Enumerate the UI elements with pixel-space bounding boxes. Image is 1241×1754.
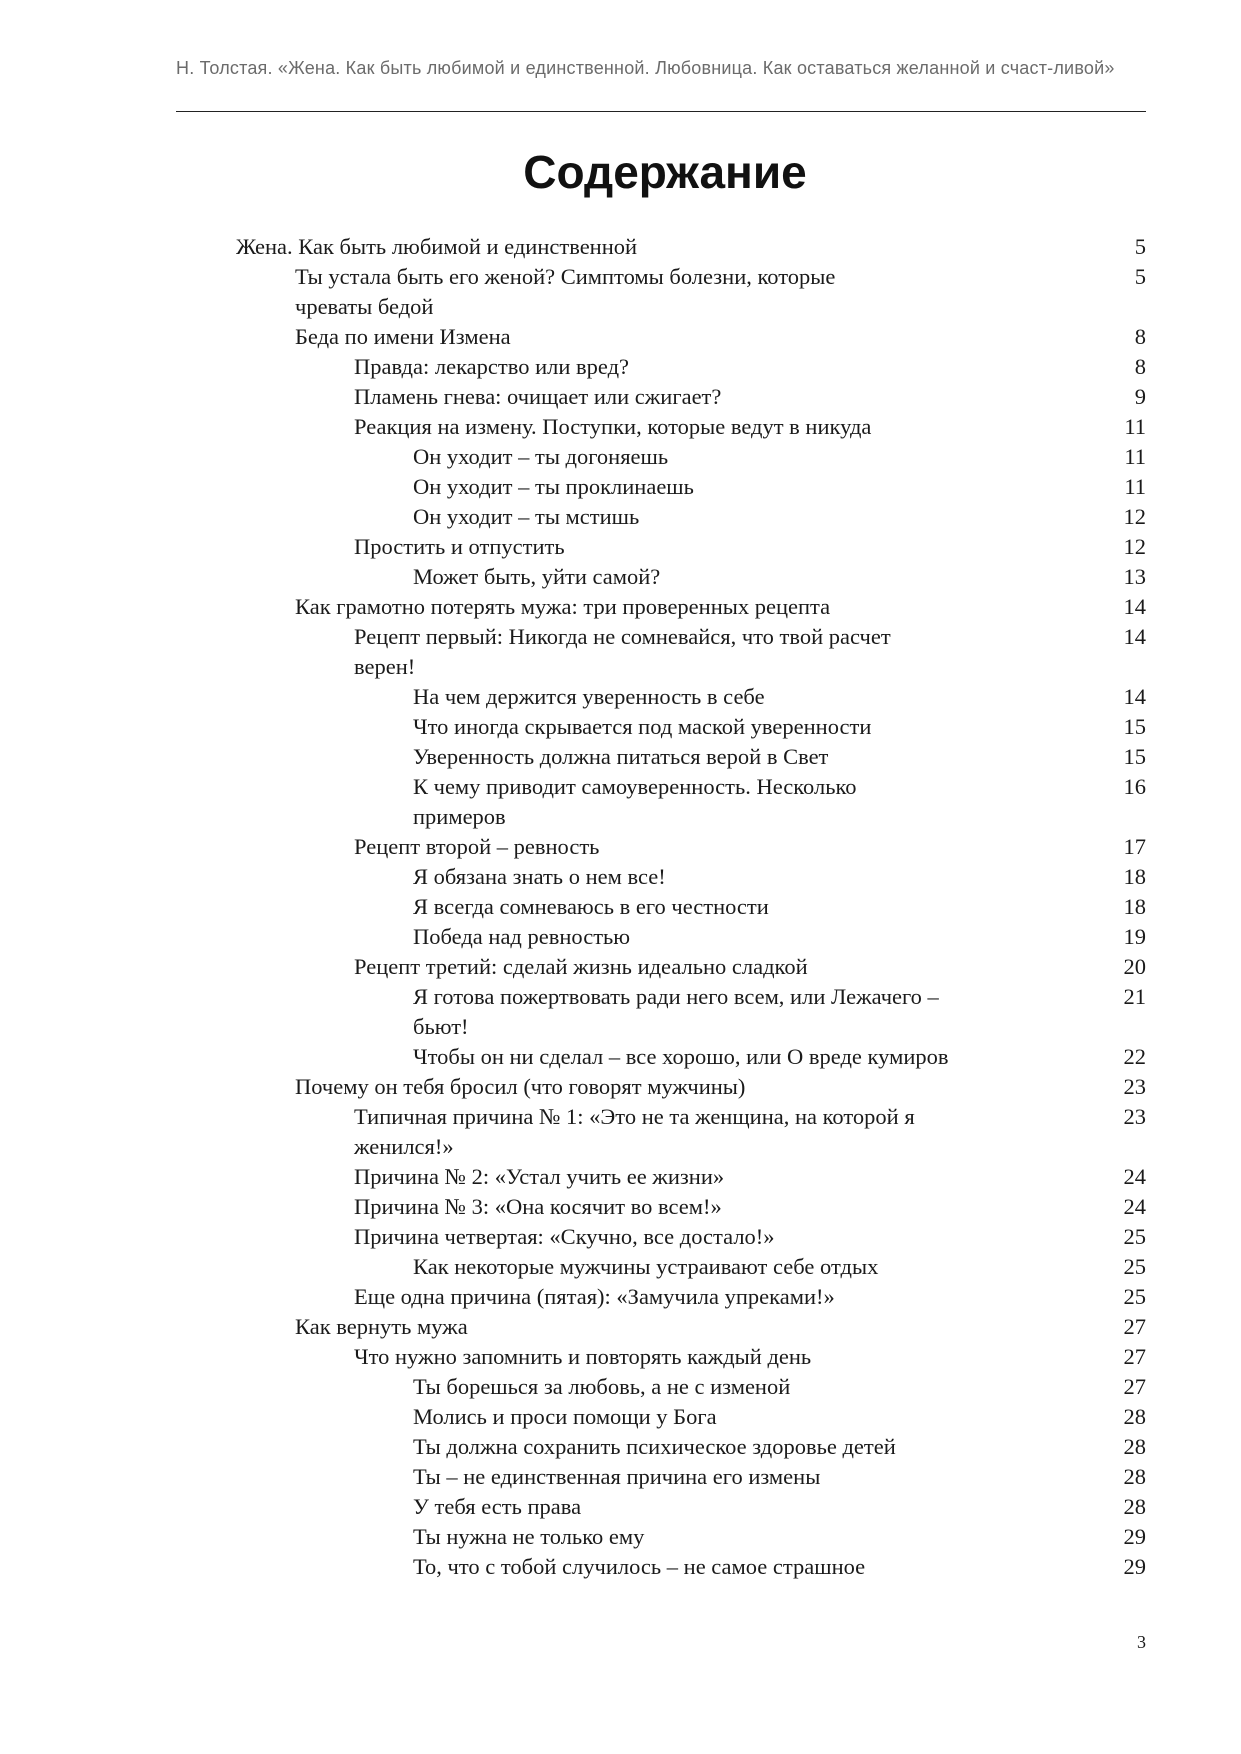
toc-entry[interactable] — [236, 442, 1146, 472]
toc-entry-title: Как грамотно потерять мужа: три проверенных рецепта — [295, 594, 831, 619]
toc-entry-title: Пламень гнева: очищает или сжигает? — [354, 384, 722, 409]
toc-entry-title: Он уходит – ты мстишь — [413, 504, 640, 529]
toc-entry-page: 11 — [1124, 474, 1146, 499]
toc-entry-page: 21 — [1123, 984, 1146, 1009]
toc-entry[interactable] — [236, 1402, 1146, 1432]
toc-entry[interactable] — [236, 982, 1146, 1042]
toc-entry-title: То, что с тобой случилось – не самое страшное — [413, 1554, 866, 1579]
toc-entry-title: Типичная причина № 1: «Это не та женщина, на которой я женился!» — [354, 1104, 915, 1159]
toc-entry[interactable] — [236, 1102, 1146, 1162]
page-title: Содержание — [523, 146, 807, 198]
toc-entry[interactable] — [236, 1222, 1146, 1252]
toc-entry[interactable] — [236, 1162, 1146, 1192]
toc-entry[interactable] — [236, 322, 1146, 352]
toc-entry-page: 24 — [1123, 1194, 1146, 1219]
toc-entry-page: 5 — [1134, 234, 1146, 259]
toc-entry-title: Я всегда сомневаюсь в его честности — [413, 894, 769, 919]
toc-entry-title: Может быть, уйти самой? — [413, 564, 661, 589]
toc-entry[interactable] — [236, 1312, 1146, 1342]
toc-entry[interactable] — [236, 832, 1146, 862]
toc-entry[interactable] — [236, 1552, 1146, 1582]
toc-entry-page: 18 — [1123, 894, 1146, 919]
toc-entry[interactable] — [236, 622, 1146, 682]
toc-entry[interactable] — [236, 1042, 1146, 1072]
toc-entry[interactable] — [236, 532, 1146, 562]
toc-entry[interactable] — [236, 1192, 1146, 1222]
toc-entry-page: 22 — [1123, 1044, 1146, 1069]
toc-entry-page: 29 — [1123, 1524, 1146, 1549]
toc-entry[interactable] — [236, 472, 1146, 502]
toc-entry-title: Почему он тебя бросил (что говорят мужчины) — [295, 1074, 746, 1099]
toc-entry-title: Причина № 2: «Устал учить ее жизни» — [354, 1164, 725, 1189]
toc-entry-title: Он уходит – ты догоняешь — [413, 444, 669, 469]
toc-entry-page: 28 — [1123, 1464, 1146, 1489]
toc-entry[interactable] — [236, 682, 1146, 712]
toc-entry-page: 18 — [1123, 864, 1146, 889]
toc-entry[interactable] — [236, 502, 1146, 532]
toc-entry-page: 16 — [1123, 774, 1146, 799]
toc-entry[interactable] — [236, 1522, 1146, 1552]
toc-entry-page: 14 — [1123, 624, 1146, 649]
toc-entry[interactable] — [236, 742, 1146, 772]
toc-entry[interactable] — [236, 862, 1146, 892]
toc-entry-page: 28 — [1123, 1434, 1146, 1459]
toc-entry[interactable] — [236, 1432, 1146, 1462]
toc-entry-title: Что иногда скрывается под маской уверенности — [413, 714, 872, 739]
toc-entry[interactable] — [236, 922, 1146, 952]
toc-entry-title: Ты устала быть его женой? Симптомы болезни, которые чреваты бедой — [295, 264, 836, 319]
toc-entry-title: Я обязана знать о нем все! — [413, 864, 666, 889]
toc-entry-page: 11 — [1124, 414, 1146, 439]
toc-entry[interactable] — [236, 892, 1146, 922]
toc-entry-title: Рецепт третий: сделай жизнь идеально сладкой — [354, 954, 808, 979]
header-divider — [176, 111, 1146, 112]
table-of-contents — [236, 232, 1146, 1582]
toc-entry-page: 8 — [1134, 354, 1146, 379]
toc-entry[interactable] — [236, 1342, 1146, 1372]
running-header: Н. Толстая. «Жена. Как быть любимой и единственной. Любовница. Как оставаться желанной и счаст-ливой» — [176, 58, 1115, 78]
toc-entry-title: Еще одна причина (пятая): «Замучила упреками!» — [354, 1284, 835, 1309]
toc-entry[interactable] — [236, 352, 1146, 382]
toc-entry-page: 11 — [1124, 444, 1146, 469]
toc-entry[interactable] — [236, 562, 1146, 592]
toc-entry-title: Причина № 3: «Она косячит во всем!» — [354, 1194, 722, 1219]
toc-entry-page: 29 — [1123, 1554, 1146, 1579]
toc-entry-page: 20 — [1123, 954, 1146, 979]
toc-entry-title: Я готова пожертвовать ради него всем, или Лежачего – бьют! — [413, 984, 939, 1039]
toc-entry-title: Как вернуть мужа — [295, 1314, 468, 1339]
toc-entry-page: 12 — [1123, 534, 1146, 559]
toc-entry[interactable] — [236, 412, 1146, 442]
toc-entry-title: Молись и проси помощи у Бога — [413, 1404, 717, 1429]
toc-entry-title: Рецепт первый: Никогда не сомневайся, что твой расчет верен! — [354, 624, 891, 679]
toc-entry-title: Он уходит – ты проклинаешь — [413, 474, 694, 499]
toc-entry[interactable] — [236, 1492, 1146, 1522]
toc-entry[interactable] — [236, 262, 1146, 322]
toc-entry-title: Как некоторые мужчины устраивают себе отдых — [413, 1254, 879, 1279]
toc-entry-title: Чтобы он ни сделал – все хорошо, или О вреде кумиров — [413, 1044, 949, 1069]
toc-entry-title: Рецепт второй – ревность — [354, 834, 600, 859]
toc-entry-title: У тебя есть права — [413, 1494, 582, 1519]
toc-entry-page: 27 — [1123, 1374, 1146, 1399]
toc-entry-page: 28 — [1123, 1404, 1146, 1429]
toc-entry-page: 9 — [1134, 384, 1146, 409]
toc-entry-page: 15 — [1123, 714, 1146, 739]
toc-entry-title: Беда по имени Измена — [295, 324, 511, 349]
toc-entry-title: Ты – не единственная причина его измены — [413, 1464, 821, 1489]
toc-entry-title: Победа над ревностью — [413, 924, 631, 949]
toc-entry-page: 27 — [1123, 1344, 1146, 1369]
toc-entry[interactable] — [236, 772, 1146, 832]
toc-entry-title: Жена. Как быть любимой и единственной — [236, 234, 638, 259]
toc-entry-page: 15 — [1123, 744, 1146, 769]
toc-entry-page: 25 — [1123, 1284, 1146, 1309]
page-number: 3 — [1137, 1632, 1146, 1652]
toc-entry[interactable] — [236, 592, 1146, 622]
toc-entry-title: Причина четвертая: «Скучно, все достало!» — [354, 1224, 775, 1249]
toc-entry-title: Ты борешься за любовь, а не с изменой — [413, 1374, 791, 1399]
toc-entry-title: К чему приводит самоуверенность. Несколько примеров — [413, 774, 857, 829]
toc-entry-page: 13 — [1123, 564, 1146, 589]
toc-entry-page: 28 — [1123, 1494, 1146, 1519]
toc-entry-page: 17 — [1123, 834, 1146, 859]
toc-entry-page: 24 — [1123, 1164, 1146, 1189]
toc-entry-page: 25 — [1123, 1224, 1146, 1249]
toc-entry-page: 12 — [1123, 504, 1146, 529]
toc-entry-title: Что нужно запомнить и повторять каждый день — [354, 1344, 812, 1369]
toc-entry-title: Простить и отпустить — [354, 534, 565, 559]
toc-entry-page: 5 — [1134, 264, 1146, 289]
toc-entry[interactable] — [236, 1462, 1146, 1492]
toc-entry[interactable] — [236, 1072, 1146, 1102]
toc-entry-title: Уверенность должна питаться верой в Свет — [413, 744, 829, 769]
toc-entry[interactable] — [236, 232, 1146, 262]
toc-entry-page: 27 — [1123, 1314, 1146, 1339]
toc-entry[interactable] — [236, 712, 1146, 742]
toc-entry[interactable] — [236, 952, 1146, 982]
toc-entry-page: 23 — [1123, 1074, 1146, 1099]
toc-entry-title: Ты должна сохранить психическое здоровье детей — [413, 1434, 896, 1459]
toc-entry[interactable] — [236, 382, 1146, 412]
toc-entry-page: 23 — [1123, 1104, 1146, 1129]
toc-entry-title: Реакция на измену. Поступки, которые ведут в никуда — [354, 414, 872, 439]
toc-entry-title: Ты нужна не только ему — [413, 1524, 645, 1549]
toc-entry[interactable] — [236, 1372, 1146, 1402]
toc-entry-page: 8 — [1134, 324, 1146, 349]
toc-entry-title: На чем держится уверенность в себе — [413, 684, 765, 709]
toc-entry-title: Правда: лекарство или вред? — [354, 354, 629, 379]
toc-entry-page: 19 — [1123, 924, 1146, 949]
toc-entry-page: 14 — [1123, 594, 1146, 619]
toc-entry-page: 25 — [1123, 1254, 1146, 1279]
toc-entry[interactable] — [236, 1282, 1146, 1312]
toc-entry[interactable] — [236, 1252, 1146, 1282]
toc-entry-page: 14 — [1123, 684, 1146, 709]
